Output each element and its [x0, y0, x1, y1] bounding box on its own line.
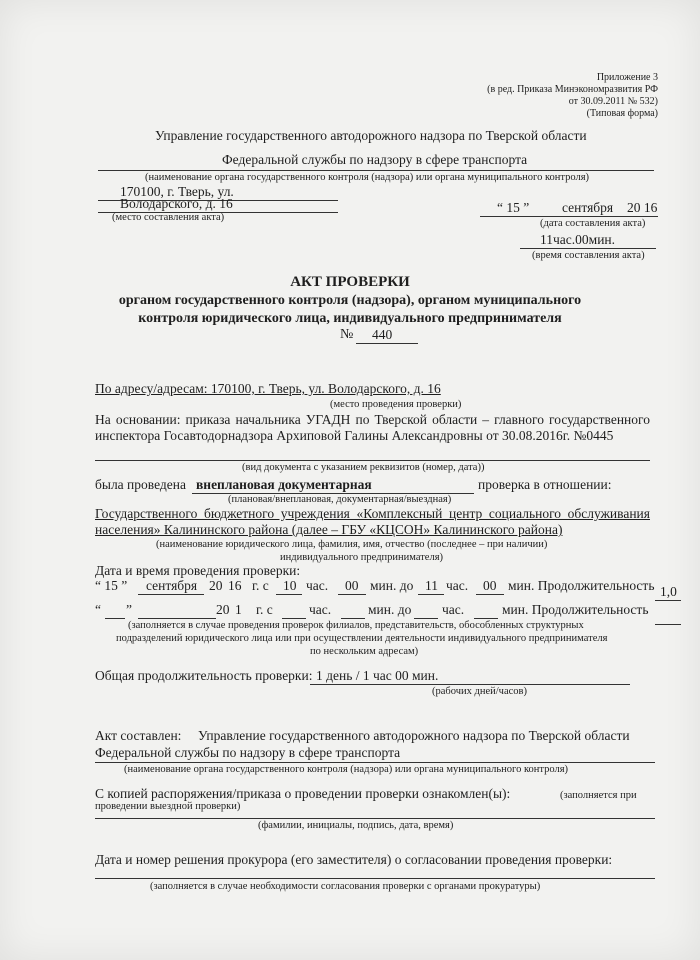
row1-hour-label: час. [306, 578, 329, 593]
row1-year: 16 [228, 578, 242, 593]
appendix-line-4: (Типовая форма) [586, 108, 658, 119]
row1-to-minute: 00 [483, 578, 497, 593]
familiarized-note: (заполняется при [560, 790, 637, 801]
org-caption: (наименование органа государственного контроля (надзора) или органа муниципального контроля) [145, 172, 590, 183]
row1-day: “ 15 ” [95, 578, 128, 593]
row2-to-hour-underline [414, 618, 438, 619]
familiarized-note-2: проведении выездной проверки) [95, 801, 241, 812]
act-time-value: 11час.00мин. [540, 232, 616, 247]
row1-to-minute-underline [476, 594, 504, 595]
row2-month-underline [138, 618, 216, 619]
org-name-line-2: Федеральной службы по надзору в сфере транспорта [222, 152, 528, 167]
place-caption: (место составления акта) [112, 212, 225, 223]
row2-duration-underline [655, 624, 681, 625]
composed-line-2: Федеральной службы по надзору в сфере транспорта [95, 745, 401, 760]
prosecutor-text: Дата и номер решения прокурора (его заместителя) о согласовании проведения проверки: [95, 852, 613, 867]
row1-minute-label: мин. до [370, 578, 414, 593]
prosecutor-underline [95, 878, 655, 879]
inspection-address: По адресу/адресам: 170100, г. Тверь, ул. Володарского, д. 16 [95, 381, 441, 396]
inspection-datetime-label: Дата и время проведения проверки: [95, 563, 301, 578]
basis-caption: (вид документа с указанием реквизитов (номер, дата)) [242, 462, 485, 473]
datetime-caption-3: по нескольким адресам) [310, 646, 419, 657]
row1-to-hour: 11 [425, 578, 438, 593]
row1-from-hour: 10 [283, 578, 297, 593]
act-subtitle-2: контроля юридического лица, индивидуального предпринимателя [138, 311, 562, 326]
act-time-caption: (время составления акта) [532, 250, 645, 261]
row2-minute-label: мин. до [368, 602, 412, 617]
row2-to-minute-underline [474, 618, 498, 619]
place-line-2: Володарского, д. 16 [120, 196, 233, 211]
inspection-type-prefix: была проведена [95, 477, 186, 492]
row2-year-prefix: 20 [216, 602, 230, 617]
appendix-line-2: (в ред. Приказа Минэкономразвития РФ [487, 84, 658, 95]
row2-quote-close: ” [126, 602, 132, 617]
act-time-underline [520, 248, 656, 249]
row1-to-hour-underline [418, 594, 444, 595]
act-subtitle-1: органом государственного контроля (надзора), органом муниципального [118, 293, 582, 308]
composed-label: Акт составлен: [95, 728, 182, 743]
familiarized-caption: (фамилии, инициалы, подпись, дата, время) [258, 820, 454, 831]
place-line-1: 170100, г. Тверь, ул. [120, 184, 234, 199]
row1-minute-label-2: мин. Продолжительность [508, 578, 655, 593]
inspection-type-suffix: проверка в отношении: [478, 477, 612, 492]
org-name-line-1: Управление государственного автодорожного надзора по Тверской области [155, 128, 587, 143]
row2-minute-label-2: мин. Продолжительность [502, 602, 649, 617]
act-date-day: “ 15 ” [497, 200, 530, 215]
inspection-type-value: внеплановая документарная [196, 477, 372, 492]
total-duration-caption: (рабочих дней/часов) [432, 686, 527, 697]
composed-underline [95, 762, 655, 763]
row1-duration-underline [655, 600, 681, 601]
act-date-month: сентября [562, 200, 614, 215]
appendix-block [487, 72, 658, 120]
row1-from-hour-underline [276, 594, 302, 595]
row1-year-prefix: 20 [209, 578, 223, 593]
subject-caption-2: индивидуального предпринимателя) [280, 552, 444, 563]
row2-quote-open: “ [95, 602, 101, 617]
familiarized-underline [95, 818, 655, 819]
row1-from-minute-underline [338, 594, 366, 595]
row2-day-underline [105, 618, 125, 619]
row1-from-label: г. с [252, 578, 269, 593]
org-underline [98, 170, 654, 171]
act-number-value: 440 [372, 327, 393, 342]
row2-from-minute-underline [341, 618, 365, 619]
row1-hour-label-2: час. [446, 578, 469, 593]
datetime-caption-2: подразделений юридического лица или при осуществлении деятельности индивидуального предпринимателя [116, 633, 608, 644]
row1-from-minute: 00 [345, 578, 359, 593]
act-date-underline [480, 216, 658, 217]
subject-caption-1: (наименование юридического лица, фамилия, имя, отчество (последнее – при наличии) [156, 539, 548, 550]
inspection-address-caption: (место проведения проверки) [330, 399, 462, 410]
datetime-caption-1: (заполняется в случае проведения проверок филиалов, представительств, обособленных структурных [128, 620, 584, 631]
act-date-year: 20 16 [627, 200, 658, 215]
total-duration-underline [310, 684, 630, 685]
act-number-underline [356, 343, 418, 344]
row2-from-hour-underline [282, 618, 306, 619]
composed-caption: (наименование органа государственного контроля (надзора) или органа муниципального контроля) [124, 764, 569, 775]
inspection-subject: Государственного бюджетного учреждения «Комплексный центр социального обслуживания населения» Калининского района (далее – ГБУ «КЦСОН» Калининского района) [95, 506, 650, 537]
act-date-caption: (дата составления акта) [540, 218, 646, 229]
basis-underline [95, 460, 650, 461]
appendix-line-3: от 30.09.2011 № 532) [568, 96, 658, 107]
composed-line-1: Управление государственного автодорожного надзора по Тверской области [198, 728, 630, 743]
prosecutor-caption: (заполняется в случае необходимости согласования проверки с органами прокуратуры) [150, 881, 541, 892]
act-number-label: № [340, 327, 354, 342]
total-duration-label: Общая продолжительность проверки: [95, 668, 313, 683]
inspection-basis: На основании: приказа начальника УГАДН по Тверской области – главного государственного инспектора Госавтодорнадзора Архиповой Галины Александровны от 30.08.2016г. №0445 [95, 412, 650, 443]
row1-month-underline [138, 594, 204, 595]
total-duration-value: 1 день / 1 час 00 мин. [316, 668, 439, 683]
row2-from-label: г. с [256, 602, 273, 617]
familiarized-text: С копией распоряжения/приказа о проведении проверки ознакомлен(ы): [95, 786, 511, 801]
appendix-line-1: Приложение 3 [596, 72, 658, 83]
row1-duration: 1,0 [660, 584, 677, 599]
row2-year: 1 [235, 602, 242, 617]
act-title: АКТ ПРОВЕРКИ [290, 274, 410, 290]
row1-month: сентября [146, 578, 198, 593]
row2-hour-label-2: час. [442, 602, 465, 617]
inspection-type-caption: (плановая/внеплановая, документарная/выездная) [228, 494, 452, 505]
row2-hour-label: час. [309, 602, 332, 617]
